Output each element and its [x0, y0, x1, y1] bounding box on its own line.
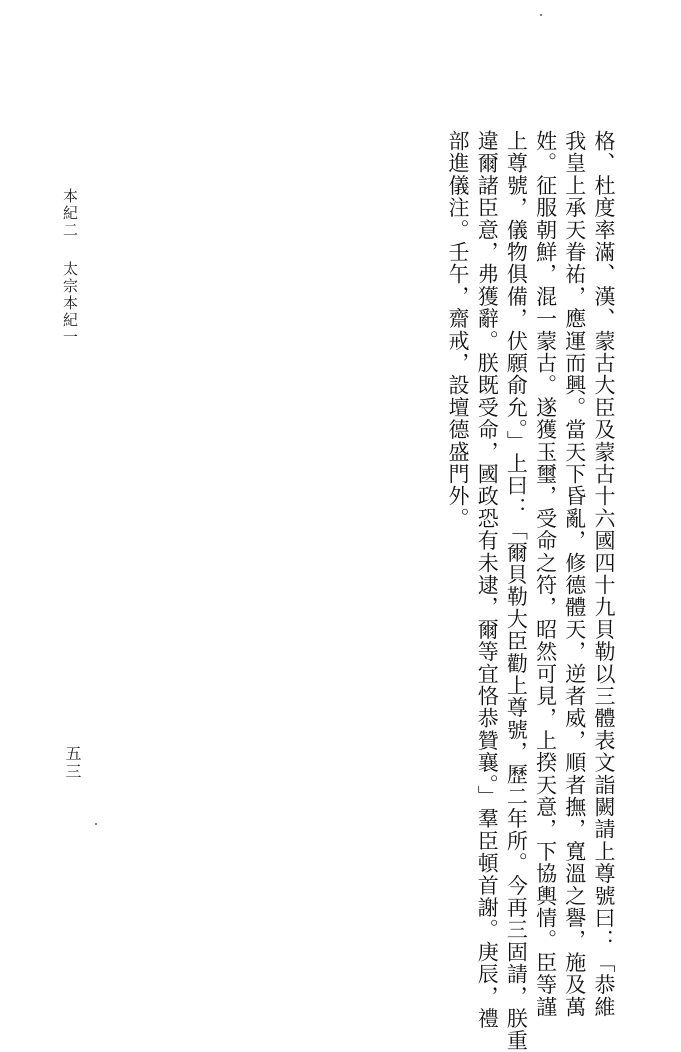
- text-column-5: 違爾諸臣意，弗獲辭。朕既受命，國政恐有未逮，爾等宜恪恭贊襄。」羣臣頓首謝。庚辰，禮: [475, 130, 500, 1030]
- section-label: 太宗本紀一: [61, 261, 79, 346]
- text-column-6: 部進儀注。壬午，齋戒，設壇德盛門外。: [445, 130, 470, 530]
- text-column-2: 我皇上承天眷祐，應運而興。當天下昏亂，修德體天，逆者威，順者撫，寬溫之譽，施及萬: [562, 130, 587, 1018]
- page-number: 五三: [63, 745, 82, 781]
- chapter-label: 本紀二: [61, 188, 79, 239]
- scan-speck: [95, 823, 97, 825]
- main-text: [362, 130, 618, 1052]
- running-header: [58, 188, 82, 346]
- text-column-3: 姓。征服朝鮮，混一蒙古。遂獲玉璽，受命之符，昭然可見，上揆天意，下協輿情。臣等謹: [533, 130, 558, 1018]
- text-column-4: 上尊號，儀物俱備，伏願俞允。」上曰：「爾貝勒大臣勸上尊號，歷二年所。今再三固請，朕重: [504, 130, 529, 1052]
- scan-speck: [540, 14, 542, 16]
- text-column-1: 格、杜度率滿、漢、蒙古大臣及蒙古十六國四十九貝勒以三體表文詣闕請上尊號曰：「恭維: [592, 130, 616, 1018]
